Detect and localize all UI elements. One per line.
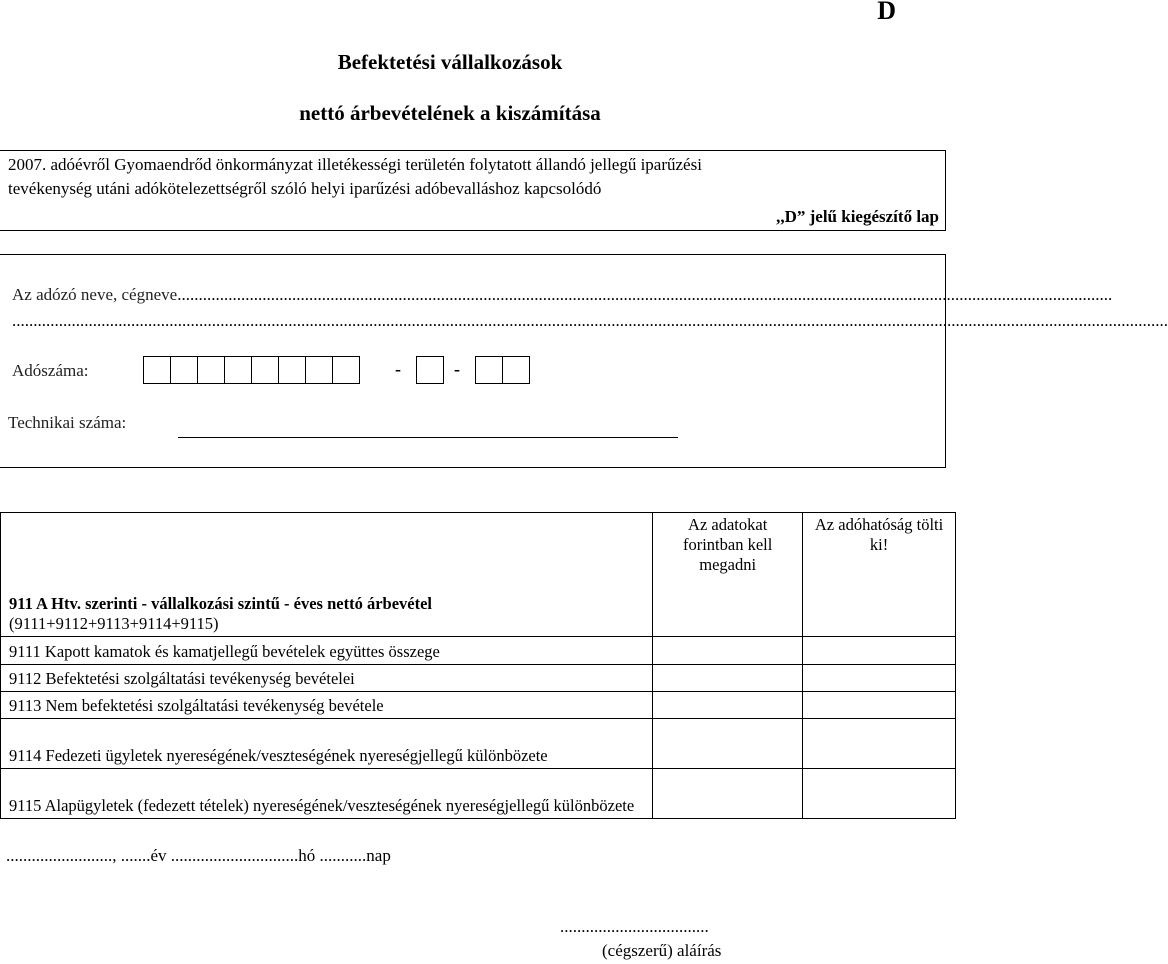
form-letter: D <box>877 0 896 25</box>
page-subtitle: nettó árbevételének a kiszámítása <box>299 101 601 125</box>
authority-cell-9112 <box>803 665 956 692</box>
tax-number-digit-box[interactable] <box>305 356 333 384</box>
tax-number-separator: - <box>395 359 401 379</box>
authority-column-header: Az adóhatóság tölti ki! <box>803 513 956 637</box>
authority-cell-9115 <box>803 769 956 819</box>
taxpayer-box <box>0 254 1168 468</box>
tax-number-group-3[interactable] <box>475 356 529 384</box>
table-row <box>1 769 956 819</box>
tax-number-digit-box[interactable] <box>224 356 252 384</box>
row-label-9115: 9115 Alapügyletek (fedezett tételek) nyereségének/veszteségének nyereségjellegű különbözete <box>1 769 653 819</box>
taxpayer-name-row[interactable] <box>12 285 1113 305</box>
intro-box <box>0 150 946 231</box>
row-label-9114: 9114 Fedezeti ügyletek nyereségének/veszteségének nyereségjellegű különbözete <box>1 719 653 769</box>
table-row <box>1 637 956 665</box>
taxpayer-name-dots: ............................................................................................................................................................................................................................ <box>177 285 1113 304</box>
technical-number-field[interactable] <box>178 437 678 438</box>
signature-label: (cégszerű) aláírás <box>602 941 722 960</box>
tax-number-digit-box[interactable] <box>143 356 171 384</box>
revenue-total-formula: (9111+9112+9113+9114+9115) <box>9 614 219 633</box>
amount-column-header[interactable]: Az adatokat forintban kell megadni <box>653 513 803 637</box>
technical-number-label: Technikai száma: <box>8 413 127 432</box>
row-label-9113: 9113 Nem befektetési szolgáltatási tevékenység bevétele <box>1 692 653 719</box>
date-line[interactable]: ........................., .......év ..............................hó ...........nap <box>6 846 391 865</box>
taxpayer-name-label: Az adózó neve, cégneve <box>12 285 178 304</box>
tax-number-digit-box[interactable] <box>502 356 530 384</box>
amount-cell-9115[interactable] <box>653 769 803 819</box>
table-row <box>1 692 956 719</box>
intro-line-2: tevékenység utáni adókötelezettségről szóló helyi iparűzési adóbevalláshoz kapcsolódó <box>8 179 602 198</box>
amount-cell-9113[interactable] <box>653 692 803 719</box>
amount-cell-9112[interactable] <box>653 665 803 692</box>
taxpayer-name-dots-line2[interactable]: ................................................................................................................................................................................................................................................................................ <box>12 311 1168 330</box>
revenue-table <box>0 512 956 819</box>
tax-number-digit-box[interactable] <box>251 356 279 384</box>
tax-number-digit-box[interactable] <box>475 356 503 384</box>
authority-cell-9111 <box>803 637 956 665</box>
row-label-9112: 9112 Befektetési szolgáltatási tevékenység bevételei <box>1 665 653 692</box>
page-title: Befektetési vállalkozások <box>337 50 563 74</box>
tax-number-digit-box[interactable] <box>170 356 198 384</box>
revenue-total-label: 911 A Htv. szerinti - vállalkozási szintű - éves nettó árbevétel <box>9 594 432 613</box>
table-row <box>1 719 956 769</box>
tax-number-digit-box[interactable] <box>416 356 444 384</box>
tax-number-separator: - <box>454 359 460 379</box>
amount-cell-9114[interactable] <box>653 719 803 769</box>
tax-number-group-1[interactable] <box>143 356 359 384</box>
row-label-9111: 9111 Kapott kamatok és kamatjellegű bevételek együttes összege <box>1 637 653 665</box>
tax-number-digit-box[interactable] <box>332 356 360 384</box>
tax-number-label: Adószáma: <box>12 361 89 380</box>
authority-cell-9113 <box>803 692 956 719</box>
supplement-sheet-label: ,,D” jelű kiegészítő lap <box>776 207 939 226</box>
authority-cell-9114 <box>803 719 956 769</box>
tax-number-group-2[interactable] <box>416 356 443 384</box>
table-row <box>1 665 956 692</box>
signature-line[interactable]: ................................... <box>560 917 709 936</box>
intro-line-1: 2007. adóévről Gyomaendrőd önkormányzat illetékességi területén folytatott állandó jellegű iparűzési <box>8 155 702 174</box>
tax-number-digit-box[interactable] <box>278 356 306 384</box>
tax-number-digit-box[interactable] <box>197 356 225 384</box>
amount-cell-9111[interactable] <box>653 637 803 665</box>
revenue-total-label-cell <box>1 513 653 637</box>
table-header-row <box>1 513 956 637</box>
